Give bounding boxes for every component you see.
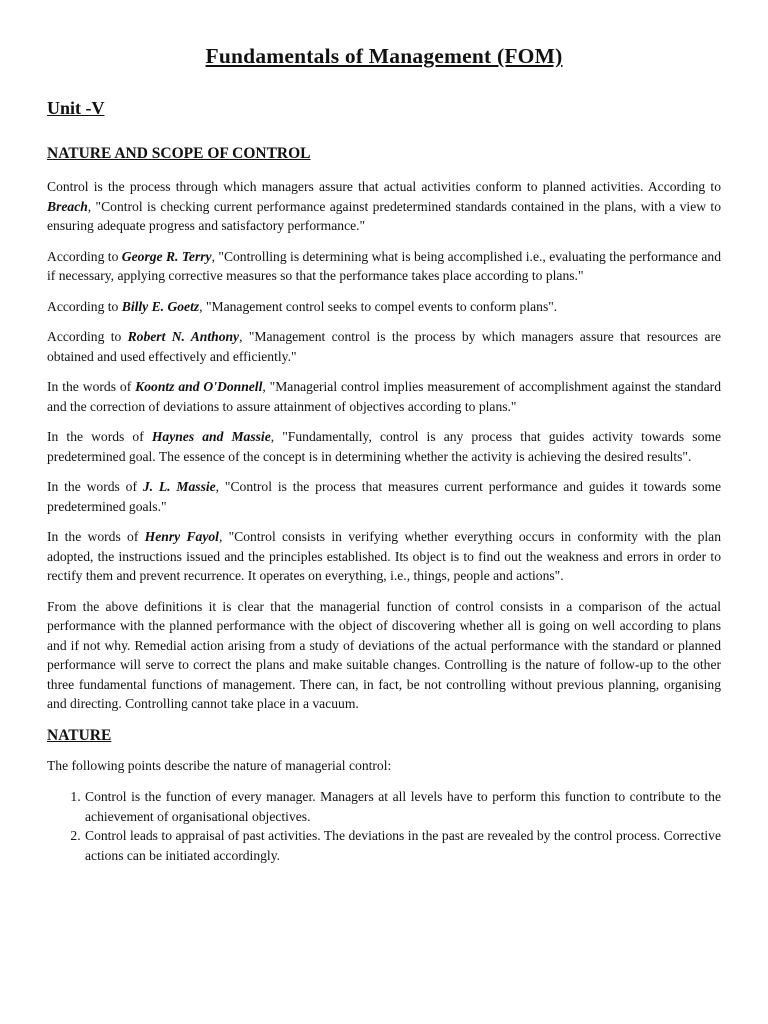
definition-paragraph <box>47 377 721 416</box>
section-heading-nature: NATURE <box>47 726 112 744</box>
paragraph-text: In the words of <box>47 529 145 544</box>
list-item: 1. Control is the function of every manager. Managers at all levels have to perform this function to contribute to the achievement of organisational objectives. <box>84 787 721 826</box>
paragraph-text: In the words of <box>47 379 136 394</box>
author-name: Breach <box>47 198 88 214</box>
document-title: Fundamentals of Management (FOM) <box>205 44 563 68</box>
section-heading-nature-scope: NATURE AND SCOPE OF CONTROL <box>47 145 311 162</box>
author-name: Robert N. Anthony <box>127 329 240 344</box>
paragraph-text: In the words of <box>47 479 143 494</box>
author-name: J. L. Massie <box>142 479 216 494</box>
document-body <box>47 143 721 865</box>
definition-paragraph <box>47 247 721 286</box>
list-item: 2. Control leads to appraisal of past activities. The deviations in the past are revealed by the control process. Corrective actions can be initiated accordingly. <box>84 826 721 865</box>
paragraph-text: , "Control is the process that measures current performance and guides it towards some predetermined goals." <box>47 479 721 514</box>
author-name: Haynes and Massie <box>151 429 271 444</box>
author-name: George R. Terry <box>121 248 212 264</box>
paragraph-text: According to <box>47 329 128 344</box>
paragraph-text: , "Fundamentally, control is any process that guides activity towards some predetermined goal. The essence of the concept is in determining whether the activity is achieving the desired results". <box>47 429 722 464</box>
nature-intro: The following points describe the nature of managerial control: <box>47 757 392 773</box>
unit-title: Unit -V <box>47 98 105 118</box>
paragraph-text: , "Managerial control implies measurement of accomplishment against the standard and the correction of deviations to assure attainment of objectives according to plans." <box>47 379 721 414</box>
definition-paragraph <box>47 177 721 236</box>
nature-points-list <box>47 787 721 865</box>
definition-paragraph <box>47 477 721 516</box>
paragraph-text: According to <box>47 298 122 314</box>
definition-paragraph <box>47 427 721 466</box>
author-name: Billy E. Goetz <box>121 298 200 314</box>
definition-paragraph <box>47 327 721 366</box>
author-name: Koontz and O'Donnell <box>135 379 263 394</box>
paragraph-text: Control is the process through which managers assure that actual activities conform to planned activities. According to <box>47 179 721 194</box>
definition-paragraph <box>47 527 721 586</box>
paragraph-text: In the words of <box>47 429 152 444</box>
author-name: Henry Fayol <box>144 529 219 544</box>
paragraph-text: , "Management control seeks to compel events to conform plans". <box>199 298 558 314</box>
summary-paragraph: From the above definitions it is clear that the managerial function of control consists in a comparison of the actual performance with the planned performance with the object of discovering whether all is going on well according to plans and if not why. Remedial action arising from a study of deviations of the actual performance with the standard or planned performance will serve to correct the plans and make suitable changes. Controlling is the nature of follow-up to the other three fundamental functions of management. There can, in fact, be not controlling without previous planning, organising and directing. Controlling cannot take place in a vacuum. <box>47 598 721 711</box>
paragraph-text: , "Control consists in verifying whether everything occurs in conformity with the plan adopted, the instructions issued and the principles established. Its object is to find out the weakness and errors in order to rectify them and prevent recurrence. It operates on everything, i.e., things, people and actions". <box>47 529 721 583</box>
paragraph-text: , "Management control is the process by which managers assure that resources are obtained and used effectively and efficiently." <box>47 329 722 364</box>
paragraph-text: According to <box>47 248 122 264</box>
paragraph-text: , "Control is checking current performance against predetermined standards contained in the plans, with a view to ensuring adequate progress and satisfactory performance." <box>47 198 721 233</box>
definition-paragraph <box>47 297 721 317</box>
paragraph-text: , "Controlling is determining what is being accomplished i.e., evaluating the performance and if necessary, applying corrective measures so that the performance takes place according to plans." <box>47 248 721 283</box>
